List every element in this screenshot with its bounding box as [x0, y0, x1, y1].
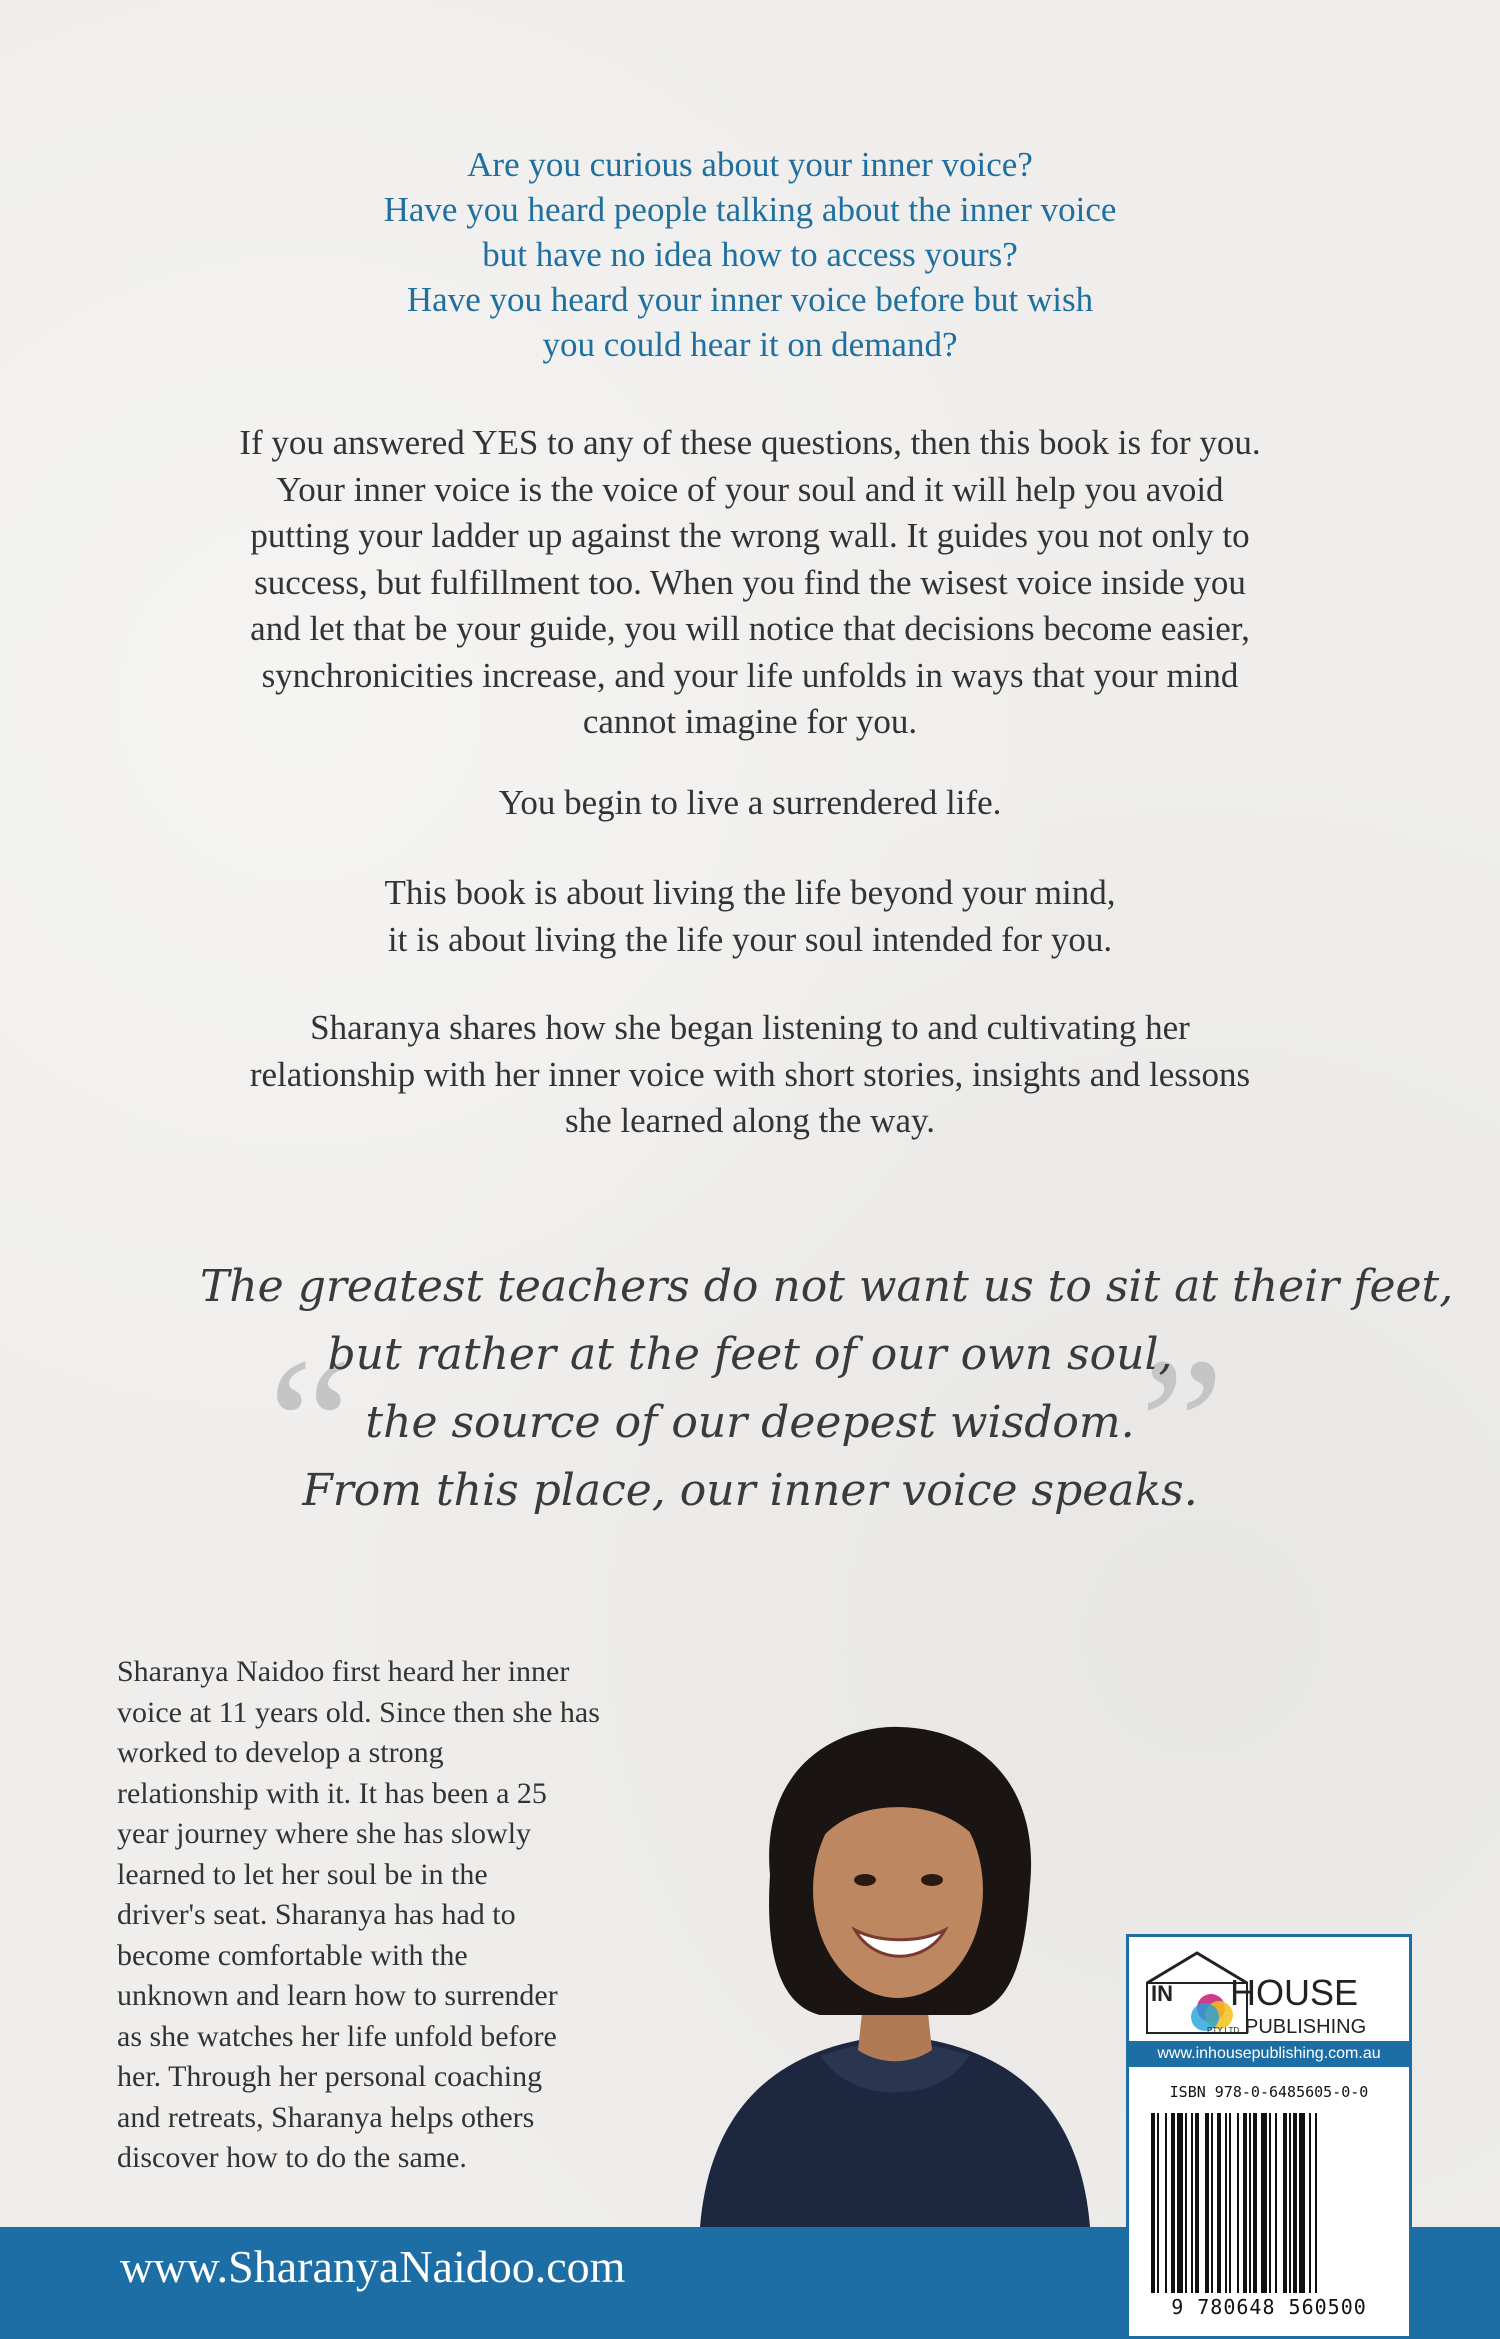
shares-paragraph [110, 1005, 1390, 1145]
about-book-paragraph [110, 870, 1390, 963]
barcode-bar [1177, 2113, 1183, 2293]
barcode-bar [1309, 2113, 1311, 2293]
barcode-bar [1225, 2113, 1227, 2293]
shares-line: relationship with her inner voice with short stories, insights and lessons [249, 1054, 1251, 1094]
barcode-number: 9 780648 560500 [1171, 2295, 1367, 2319]
intro-paragraph [110, 420, 1390, 746]
intro-line: synchronicities increase, and your life unfolds in ways that your mind [261, 655, 1239, 695]
pull-quote [200, 1253, 1454, 1530]
intro-line: putting your ladder up against the wrong wall. It guides you not only to [250, 516, 1250, 555]
intro-line: and let that be your guide, you will notice that decisions become easier, [250, 609, 1250, 648]
barcode-bar [1185, 2113, 1187, 2293]
intro-line: success, but fulfillment too. When you find the wisest voice inside you [254, 562, 1246, 602]
barcode-bar [1315, 2113, 1317, 2293]
about-line: it is about living the life your soul intended for you. [387, 919, 1113, 959]
open-quote-mark: “ [268, 1320, 353, 1530]
barcode-bar [1253, 2113, 1257, 2293]
question-line: Have you heard people talking about the inner voice [383, 190, 1117, 229]
question-line: you could hear it on demand? [542, 325, 958, 364]
quote-line: From this place, our inner voice speaks. [302, 1465, 1198, 1516]
publisher-logo [1137, 1943, 1402, 2038]
barcode-bar [1151, 2113, 1155, 2293]
bio-line: become comfortable with the [117, 1938, 468, 1972]
bio-line: as she watches her life unfold before [117, 2019, 557, 2053]
bio-line: learned to let her soul be in the [117, 1857, 488, 1891]
bio-line: driver's seat. Sharanya has had to [117, 1898, 516, 1931]
isbn-text: ISBN 978-0-6485605-0-0 [1169, 2083, 1369, 2101]
publisher-url[interactable]: www.inhousepublishing.com.au [1129, 2041, 1409, 2067]
barcode-bar [1191, 2113, 1193, 2293]
barcode-bar [1293, 2113, 1297, 2293]
close-quote-mark: ” [1140, 1320, 1225, 1530]
barcode-bar [1289, 2113, 1291, 2293]
bio-line: unknown and learn how to surrender [117, 1979, 558, 2012]
author-website[interactable]: www.SharanyaNaidoo.com [120, 2241, 626, 2292]
question-block [150, 142, 1350, 367]
bio-line: voice at 11 years old. Since then she has [117, 1695, 600, 1729]
intro-line: cannot imagine for you. [582, 702, 918, 741]
quote-line: but rather at the feet of our own soul, [327, 1329, 1173, 1380]
logo-publishing-text: PUBLISHING [1245, 2016, 1367, 2038]
author-photo [670, 1705, 1120, 2227]
barcode [1151, 2113, 1387, 2293]
shares-line: Sharanya shares how she began listening to and cultivating her [310, 1008, 1190, 1047]
question-line: but have no idea how to access yours? [482, 235, 1018, 274]
about-line: This book is about living the life beyond your mind, [384, 873, 1116, 912]
barcode-bar [1261, 2113, 1267, 2293]
barcode-bar [1283, 2113, 1287, 2293]
bio-line: and retreats, Sharanya helps others [117, 2100, 535, 2134]
logo-in-text: IN [1151, 1981, 1173, 2006]
surrender-line [110, 780, 1390, 827]
logo-pty-text: PTY LTD [1207, 2026, 1240, 2035]
publisher-box [1126, 1934, 1412, 2339]
barcode-bar [1249, 2113, 1251, 2293]
logo-house-text: HOUSE [1230, 1972, 1359, 2013]
shares-line: she learned along the way. [565, 1101, 935, 1140]
barcode-bar [1237, 2113, 1239, 2293]
bio-line: relationship with it. It has been a 25 [117, 1776, 547, 1810]
barcode-bar [1171, 2113, 1175, 2293]
author-bio [117, 1652, 717, 2179]
surrender-text: You begin to live a surrendered life. [498, 783, 1002, 822]
bio-line: year journey where she has slowly [117, 1817, 532, 1850]
bio-line: discover how to do the same. [117, 2141, 467, 2174]
barcode-bar [1157, 2113, 1159, 2293]
barcode-bar [1299, 2113, 1305, 2293]
barcode-bar [1269, 2113, 1271, 2293]
barcode-bar [1275, 2113, 1277, 2293]
quote-line: the source of our deepest wisdom. [365, 1397, 1135, 1448]
barcode-bar [1243, 2113, 1247, 2293]
barcode-bar [1217, 2113, 1221, 2293]
barcode-bar [1211, 2113, 1213, 2293]
bio-line: Sharanya Naidoo first heard her inner [117, 1655, 570, 1688]
barcode-bar [1205, 2113, 1209, 2293]
intro-line: Your inner voice is the voice of your soul and it will help you avoid [276, 469, 1224, 509]
bio-line: her. Through her personal coaching [117, 2060, 543, 2093]
bio-line: worked to develop a strong [117, 1736, 444, 1769]
barcode-bar [1229, 2113, 1231, 2293]
question-line: Have you heard your inner voice before but wish [406, 280, 1094, 319]
question-line: Are you curious about your inner voice? [467, 145, 1033, 184]
barcode-bar [1195, 2113, 1199, 2293]
intro-line: If you answered YES to any of these questions, then this book is for you. [239, 423, 1261, 462]
quote-line: The greatest teachers do not want us to sit at their feet, [200, 1261, 1454, 1312]
barcode-bar [1165, 2113, 1167, 2293]
